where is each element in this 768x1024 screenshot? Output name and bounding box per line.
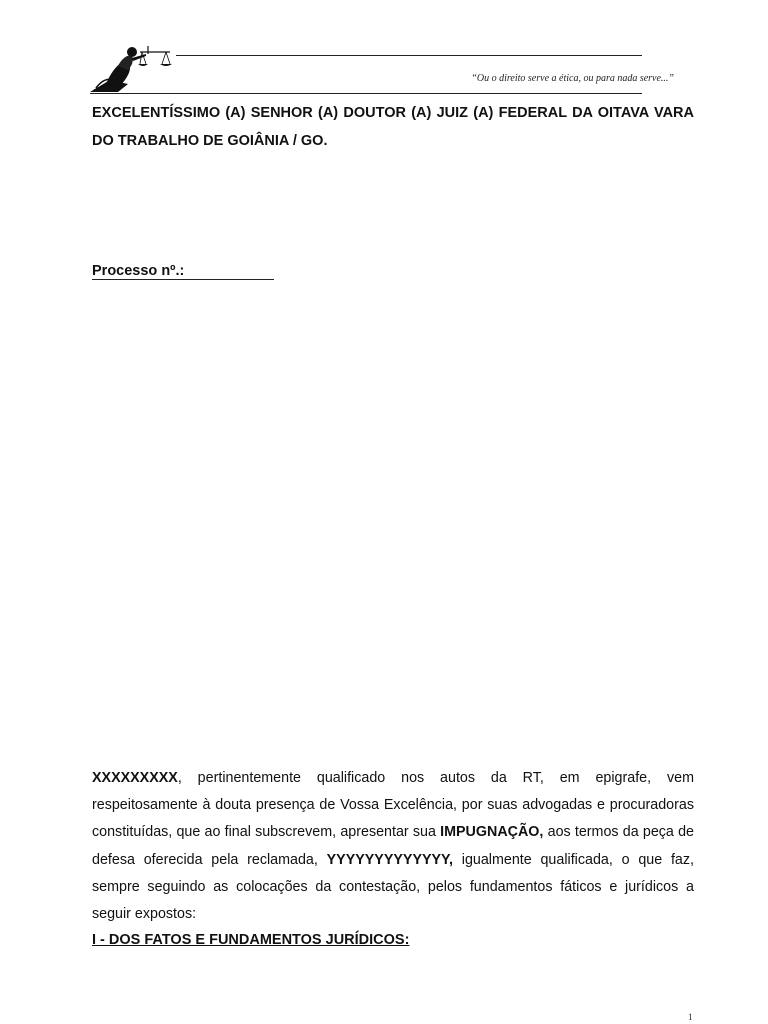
process-number-line	[92, 261, 184, 281]
page-number: 1	[688, 1012, 693, 1022]
addressee-heading: EXCELENTÍSSIMO (A) SENHOR (A) DOUTOR (A) JUIZ (A) FEDERAL DA OITAVA VARA DO TRABALHO DE GOIÂNIA / GO.	[92, 105, 694, 149]
justice-scales-logo	[88, 40, 174, 94]
impugnacao-term: IMPUGNAÇÃO,	[440, 824, 544, 841]
header-motto: “Ou o direito serve a ética, ou para nada serve...”	[471, 73, 674, 84]
header-rule-bottom	[90, 93, 642, 94]
paragraph-text-2: aos termos da peça de defesa oferecida pela reclamada,	[92, 824, 694, 868]
defendant-name: YYYYYYYYYYYYY,	[326, 851, 453, 868]
process-number-label: Processo nº.:	[92, 263, 185, 279]
paragraph-text-3: igualmente qualificada, o que faz, sempre seguindo as colocações da contestação, pelos fundamentos fáticos e jurídicos a seguir expostos:	[92, 851, 695, 923]
header-rule-top	[176, 55, 642, 56]
section-heading: I - DOS FATOS E FUNDAMENTOS JURÍDICOS:	[92, 932, 410, 948]
party-name: XXXXXXXXX	[92, 770, 178, 786]
process-number-blank	[92, 279, 274, 280]
opening-paragraph	[92, 765, 694, 928]
paragraph-text-1: , pertinentemente qualificado nos autos da RT, em epigrafe, vem respeitosamente à douta presença de Vossa Excelência, por suas advogadas e procuradoras constituídas, que ao final subscrevem, apresentar sua	[92, 770, 694, 841]
